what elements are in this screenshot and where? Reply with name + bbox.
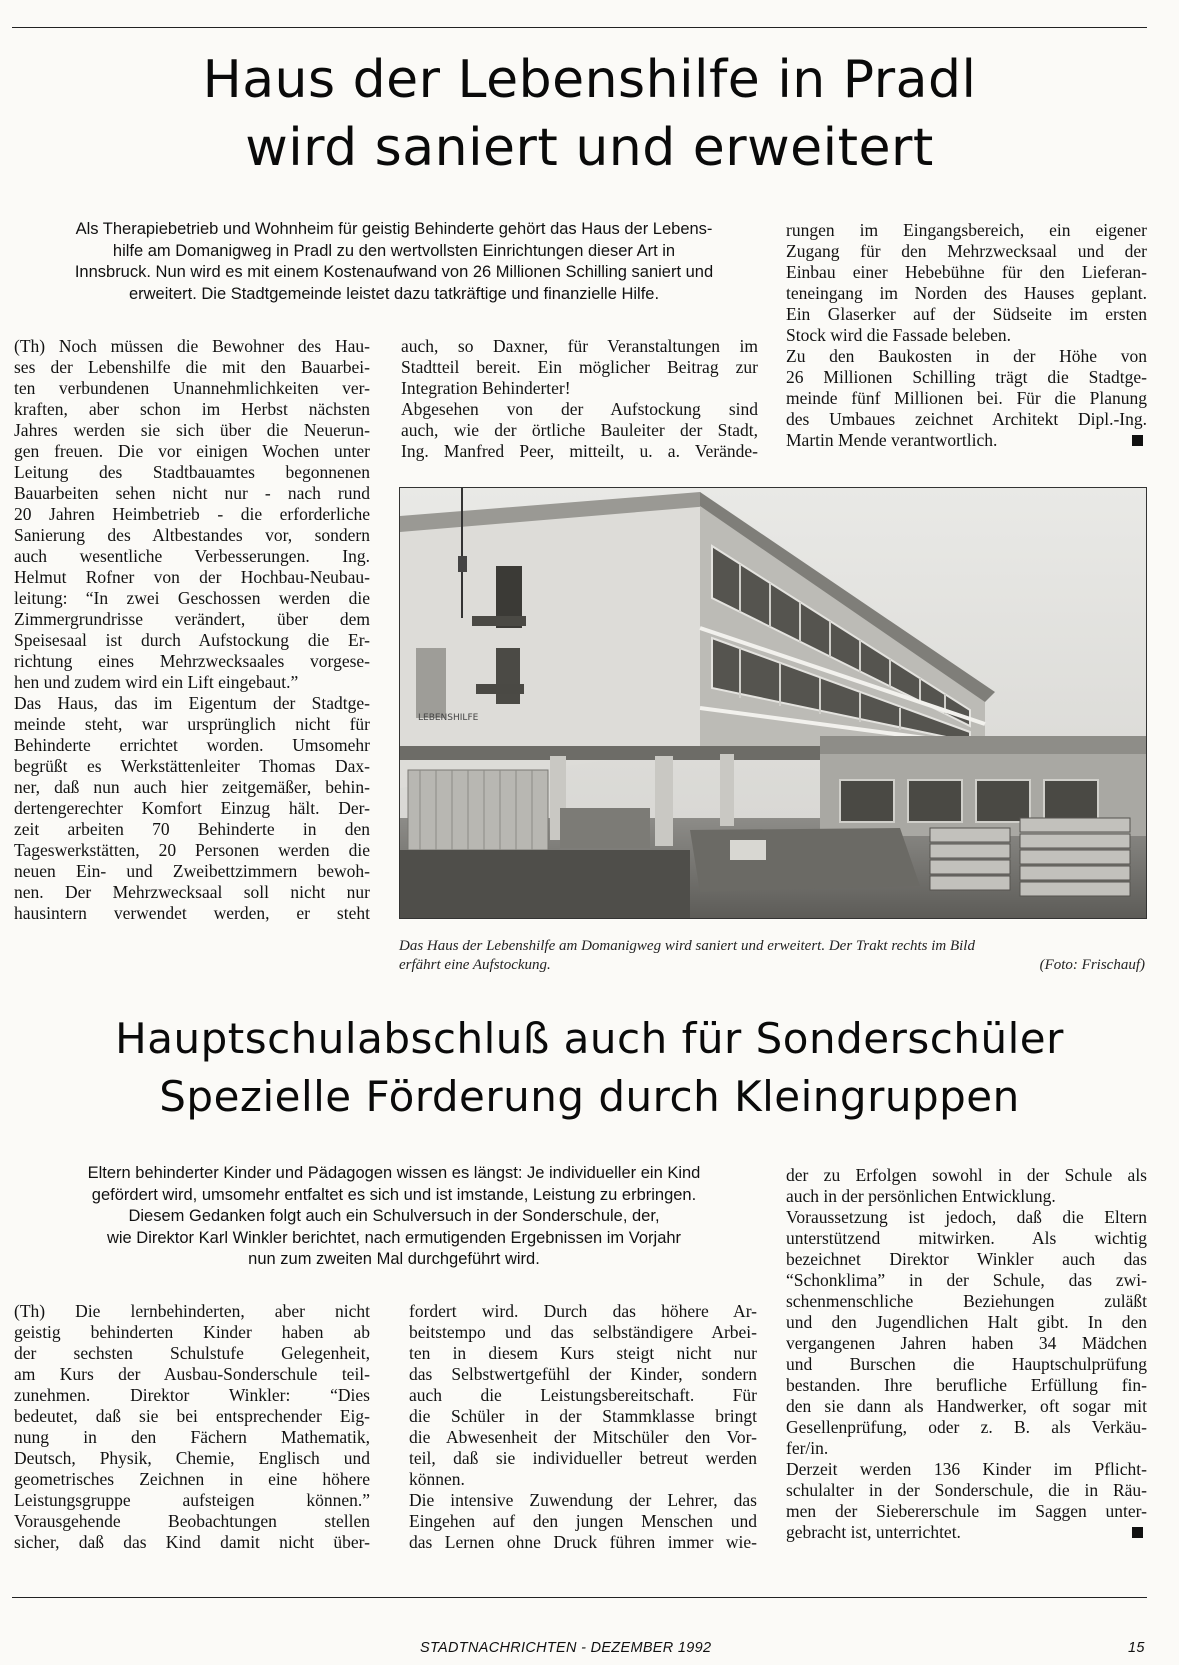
lead-line: gefördert wird, umsomehr entfaltet es sich und ist imstande, Leistung zu erbringen. [91, 1185, 697, 1204]
text-line: richtung eines Mehrzwecksaales vorgese- [14, 651, 370, 671]
text-line: sicher, daß das Kind damit nicht über- [14, 1532, 370, 1552]
text-line: nung in den Fächern Mathematik, [14, 1427, 370, 1447]
text-line [786, 1522, 1147, 1543]
caption-line: Das Haus der Lebenshilfe am Domanigweg wird saniert und erweitert. Der Trakt rechts im Bild [399, 938, 975, 954]
text-line: können. [409, 1469, 465, 1489]
lead-line: Als Therapiebetrieb und Wohnheim für geistig Behinderte gehört das Haus der Lebens- [75, 220, 713, 238]
text-line: hen und zudem wird ein Lift eingebaut.” [14, 672, 299, 692]
bottom-rule [12, 1597, 1147, 1598]
footer-publication: STADTNACHRICHTEN - DEZEMBER 1992 [420, 1640, 712, 1656]
text-line: “Schonklima” in der Schule, das zwi- [786, 1270, 1147, 1290]
text-line: geometrisches Zeichnen in eine höhere [14, 1469, 370, 1489]
text-line: Tageswerkstätten, 20 Personen werden die [14, 840, 370, 860]
text-line: Ing. Manfred Peer, mitteilt, u. a. Verände- [401, 441, 758, 461]
lead-line: Diesem Gedanken folgt auch ein Schulversuch in der Sonderschule, der, [128, 1207, 660, 1225]
page-number: 15 [1128, 1640, 1145, 1656]
text-line: rungen im Eingangsbereich, ein eigener [786, 220, 1147, 240]
text-line: Deutsch, Physik, Chemie, Englisch und [14, 1448, 370, 1468]
text-line: dertengerechter Komfort Einzug hält. Der- [14, 798, 370, 818]
caption-line [399, 956, 1147, 975]
text-line: der zu Erfolgen sowohl in der Schule als [786, 1165, 1147, 1185]
text-line: und den Jugendlichen Halt gibt. In den [786, 1312, 1147, 1332]
article2-column-3 [786, 1165, 1147, 1543]
text-line: ten verbundenen Unannehmlichkeiten ver- [14, 378, 370, 398]
article1-column-1 [14, 336, 370, 924]
text-line: Einbau einer Hebebühne für den Lieferan- [786, 262, 1147, 282]
text-line: teil, daß sie individueller betreut werden [409, 1448, 757, 1468]
text-line: Behinderte errichtet worden. Umsomehr [14, 735, 370, 755]
text-line: hausintern verwendet werden, er steht [14, 903, 370, 923]
text-line: auch, so Daxner, für Veranstaltungen im [401, 336, 758, 356]
text-line: beitstempo und das selbständigere Arbei- [409, 1322, 757, 1342]
text-line: Jahres werden sie sich über die Neuerun- [14, 420, 370, 440]
lead-line: Innsbruck. Nun wird es mit einem Kostenaufwand von 26 Millionen Schilling saniert und [74, 263, 714, 281]
text-line: der sechsten Schulstufe Gelegenheit, [14, 1343, 370, 1363]
last-line-text: gebracht ist, unterrichtet. [786, 1522, 961, 1542]
lead-line: Eltern behinderter Kinder und Pädagogen wissen es längst: Je individueller ein Kind [87, 1164, 701, 1182]
text-line: Speisesaal ist durch Aufstockung die Er- [14, 630, 370, 650]
text-line: Voraussetzung ist jedoch, daß die Eltern [786, 1207, 1147, 1227]
text-line: auch die Leistungsbereitschaft. Für [409, 1385, 757, 1405]
text-line: Stadtteil bereit. Ein möglicher Beitrag zur [401, 357, 758, 377]
article1-headline [0, 46, 1179, 182]
building-photo [399, 487, 1147, 919]
text-line: Sanierung des Altbestandes vor, sondern [14, 525, 370, 545]
text-line: Die intensive Zuwendung der Lehrer, das [409, 1490, 757, 1510]
headline-line: wird saniert und erweitert [245, 118, 934, 178]
text-line: meinde steht, war ursprünglich nicht für [14, 714, 370, 734]
text-line: begrüßt es Werkstättenleiter Thomas Dax- [14, 756, 370, 776]
text-line: Stock wird die Fassade beleben. [786, 325, 1012, 345]
text-line: Leistungsgruppe aufsteigen können.” [14, 1490, 370, 1510]
text-line: Bauarbeiten sehen nicht nur - nach rund [14, 483, 370, 503]
text-line: die Schüler in der Stammklasse bringt [409, 1406, 757, 1426]
text-line: zunehmen. Direktor Winkler: “Dies [14, 1385, 370, 1405]
text-line: auch, wie der örtliche Bauleiter der Stadt, [401, 420, 758, 440]
lead-line: hilfe am Domanigweg in Pradl zu den wertvollsten Einrichtungen dieser Art in [112, 241, 676, 260]
article2-column-1 [14, 1301, 370, 1553]
text-line: unterstützend mitwirken. Als wichtig [786, 1228, 1147, 1248]
article1-column-3 [786, 220, 1147, 451]
text-line: Gesellenprüfung, oder z. B. als Verkäu- [786, 1417, 1147, 1437]
headline-line: Haus der Lebenshilfe in Pradl [202, 50, 977, 110]
text-line: das Lernen ohne Druck führen immer wie- [409, 1532, 757, 1552]
text-line: Derzeit werden 136 Kinder im Pflicht- [786, 1459, 1147, 1479]
text-line: Abgesehen von der Aufstockung sind [401, 399, 758, 419]
top-rule [12, 27, 1147, 28]
text-line: ten in diesem Kurs steigt nicht nur [409, 1343, 757, 1363]
article2-lead [14, 1163, 774, 1271]
text-line: und Burschen die Hauptschulprüfung [786, 1354, 1147, 1374]
text-line: die Abwesenheit der Mitschüler den Vor- [409, 1427, 757, 1447]
text-line: ses der Lebenshilfe die mit den Bauarbei- [14, 357, 370, 377]
text-line: bedeutet, daß sie bei entsprechender Eig- [14, 1406, 370, 1426]
headline-line: Spezielle Förderung durch Kleingruppen [159, 1072, 1020, 1121]
article1-column-2 [401, 336, 758, 462]
text-line: Leitung des Stadtbauamtes begonnenen [14, 462, 370, 482]
article2-column-2 [409, 1301, 757, 1553]
text-line: Vorausgehende Beobachtungen stellen [14, 1511, 370, 1531]
text-line: am Kurs der Ausbau-Sonderschule teil- [14, 1364, 370, 1384]
text-line: auch in der persönlichen Entwicklung. [786, 1186, 1056, 1206]
text-line: leitung: “In zwei Geschossen werden die [14, 588, 370, 608]
text-line [786, 430, 1147, 451]
text-line: nen. Der Mehrzwecksaal soll nicht nur [14, 882, 370, 902]
text-line: des Umbaues zeichnet Architekt Dipl.-Ing. [786, 409, 1147, 429]
article2-headline [0, 1010, 1179, 1126]
text-line: meinde fünf Millionen bei. Für die Planung [786, 388, 1147, 408]
text-line: Das Haus, das im Eigentum der Stadtge- [14, 693, 370, 713]
text-line: den sie dann als Handwerker, oft sogar mit [786, 1396, 1147, 1416]
text-line: geistig behinderten Kinder haben ab [14, 1322, 370, 1342]
end-of-article-mark [1132, 1527, 1143, 1538]
text-line: Integration Behinderter! [401, 378, 571, 398]
article1-lead [14, 219, 774, 305]
lead-line: erweitert. Die Stadtgemeinde leistet dazu tatkräftige und finanzielle Hilfe. [128, 284, 660, 303]
text-line: fordert wird. Durch das höhere Ar- [409, 1301, 757, 1321]
lead-line: nun zum zweiten Mal durchgeführt wird. [248, 1250, 540, 1268]
text-line: Zimmergrundrisse verändert, über dem [14, 609, 370, 629]
text-line: das Selbstwertgefühl der Kinder, sondern [409, 1364, 757, 1384]
photo-sign-text: LEBENSHILFE [418, 713, 479, 723]
text-line: men der Siebererschule im Saggen unter- [786, 1501, 1147, 1521]
text-line: vergangenen Jahren haben 34 Mädchen [786, 1333, 1147, 1353]
text-line: bestanden. Ihre berufliche Erfüllung fin- [786, 1375, 1147, 1395]
photo-caption [399, 937, 1147, 975]
text-line: schenmenschliche Beziehungen zuläßt [786, 1291, 1147, 1311]
photo-credit: (Foto: Frischauf) [1039, 957, 1145, 973]
text-line: Ein Glaserker auf der Südseite im ersten [786, 304, 1147, 324]
text-line: (Th) Die lernbehinderten, aber nicht [14, 1301, 370, 1321]
text-line: schulalter in der Sonderschule, die in Räu- [786, 1480, 1147, 1500]
text-line: 26 Millionen Schilling trägt die Stadtge- [786, 367, 1147, 387]
text-line: teneingang im Norden des Hauses geplant. [786, 283, 1147, 303]
text-line: auch wesentliche Verbesserungen. Ing. [14, 546, 370, 566]
text-line: Eingehen auf den jungen Menschen und [409, 1511, 757, 1531]
caption-text: erfährt eine Aufstockung. [399, 957, 551, 973]
end-of-article-mark [1132, 435, 1143, 446]
text-line: Zu den Baukosten in der Höhe von [786, 346, 1147, 366]
building-photo-illustration [400, 488, 1147, 919]
last-line-text: Martin Mende verantwortlich. [786, 430, 998, 450]
text-line: kraften, aber schon im Herbst nächsten [14, 399, 370, 419]
text-line: Helmut Rofner von der Hochbau-Neubau- [14, 567, 370, 587]
text-line: bezeichnet Direktor Winkler auch das [786, 1249, 1147, 1269]
text-line: 20 Jahren Heimbetrieb - die erforderliche [14, 504, 370, 524]
text-line: gen freuen. Die vor einigen Wochen unter [14, 441, 370, 461]
text-line: zeit arbeiten 70 Behinderte in den [14, 819, 370, 839]
text-line: (Th) Noch müssen die Bewohner des Hau- [14, 336, 370, 356]
text-line: neuen Ein- und Zweibettzimmern bewoh- [14, 861, 370, 881]
text-line: fer/in. [786, 1438, 829, 1458]
headline-line: Hauptschulabschluß auch für Sonderschüler [115, 1014, 1064, 1063]
text-line: Zugang für den Mehrzwecksaal und der [786, 241, 1147, 261]
lead-line: wie Direktor Karl Winkler berichtet, nach ermutigenden Ergebnissen im Vorjahr [106, 1228, 682, 1247]
text-line: ner, daß nun auch hier zeitgemäßer, behin- [14, 777, 370, 797]
